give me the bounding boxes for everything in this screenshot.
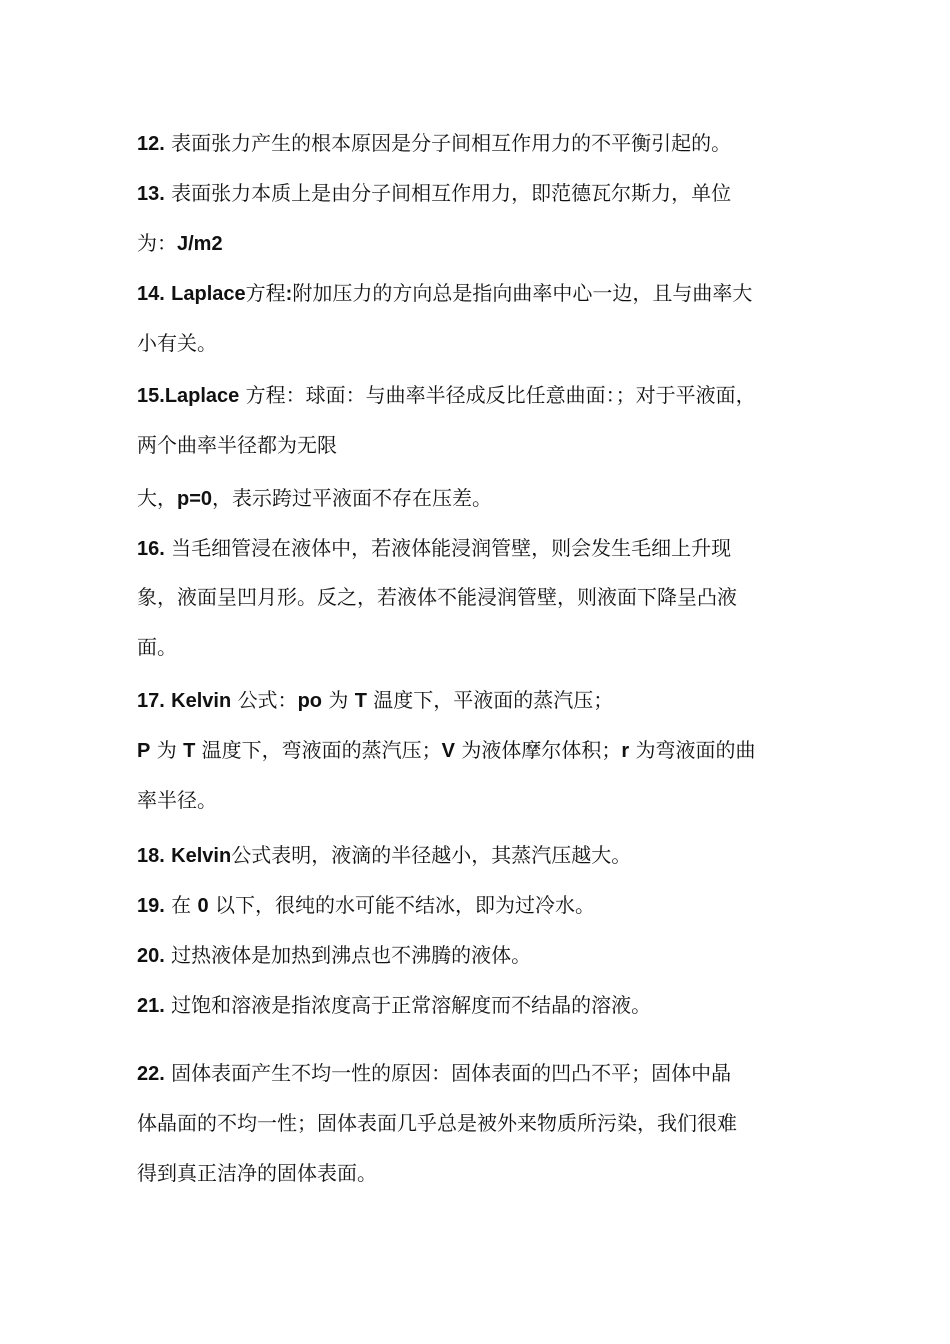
item-text: 为： [137, 231, 177, 255]
item-text: 面。 [137, 635, 177, 659]
item-text: 附加压力的方向总是指向曲率中心一边，且与曲率大 [292, 281, 753, 305]
symbol-v: V [441, 740, 455, 762]
item-19-line-1 [137, 892, 837, 919]
symbol-po: po [297, 690, 322, 712]
item-number: 15. [137, 385, 165, 407]
item-number: 19. [137, 895, 165, 917]
item-number: 20. [137, 945, 165, 967]
item-text: 当毛细管浸在液体中，若液体能浸润管壁，则会发生毛细上升现 [171, 536, 732, 560]
item-22-line-1 [137, 1060, 837, 1087]
item-number: 12. [137, 133, 165, 155]
item-16-line-2 [137, 584, 837, 610]
item-number: 17. [137, 690, 165, 712]
term-laplace: Laplace [164, 385, 240, 407]
item-text: 表面张力产生的根本原因是分子间相互作用力的不平衡引起的。 [171, 131, 732, 155]
symbol-t: T [183, 740, 196, 762]
unit-text: J/m2 [177, 233, 223, 255]
item-number: 14. [137, 283, 165, 305]
item-22-line-3 [137, 1160, 837, 1186]
item-text: 以下，很纯的水可能不结冰，即为过冷水。 [215, 893, 596, 917]
formula-text: p=0 [177, 488, 213, 510]
item-22-line-2 [137, 1110, 837, 1136]
item-text: 为 [328, 688, 349, 712]
item-15-line-3 [137, 485, 837, 512]
item-21-line-1 [137, 992, 837, 1019]
item-number: 16. [137, 538, 165, 560]
item-14-line-1 [137, 280, 837, 307]
item-16-line-3 [137, 634, 837, 660]
item-13-line-2 [137, 230, 837, 257]
item-text: 方程 [245, 281, 286, 305]
item-13-line-1 [137, 180, 837, 207]
item-17-line-1 [137, 687, 837, 714]
item-text: 得到真正洁净的固体表面。 [137, 1161, 377, 1185]
symbol-r: r [621, 740, 630, 762]
item-20-line-1 [137, 942, 837, 969]
number-zero: 0 [197, 895, 209, 917]
item-text: 公式： [237, 688, 298, 712]
item-text: 过热液体是加热到沸点也不沸腾的液体。 [171, 943, 532, 967]
item-15-line-2 [137, 432, 837, 458]
colon: : [285, 283, 293, 305]
item-text: 为弯液面的曲 [635, 738, 756, 762]
item-text: ，表示跨过平液面不存在压差。 [212, 486, 493, 510]
item-17-line-3 [137, 787, 837, 813]
item-16-line-1 [137, 535, 837, 562]
item-text: 大， [137, 486, 177, 510]
item-number: 13. [137, 183, 165, 205]
term-laplace: Laplace [171, 283, 246, 305]
item-number: 22. [137, 1063, 165, 1085]
item-text: 公式表明，液滴的半径越小，其蒸汽压越大。 [231, 843, 632, 867]
item-text: 过饱和溶液是指浓度高于正常溶解度而不结晶的溶液。 [171, 993, 652, 1017]
symbol-p: P [137, 740, 151, 762]
item-15-line-1 [137, 382, 837, 409]
item-text: 温度下，弯液面的蒸汽压； [201, 738, 442, 762]
item-text: 两个曲率半径都为无限 [137, 433, 337, 457]
item-text: 小有关。 [137, 331, 217, 355]
item-17-line-2 [137, 737, 837, 764]
symbol-t: T [354, 690, 367, 712]
item-12-line-1 [137, 130, 837, 157]
item-text: 温度下，平液面的蒸汽压； [373, 688, 614, 712]
item-text: 为液体摩尔体积； [461, 738, 622, 762]
item-18-line-1 [137, 842, 837, 869]
item-text: 为 [156, 738, 177, 762]
item-text: 表面张力本质上是由分子间相互作用力，即范德瓦尔斯力，单位 [171, 181, 732, 205]
item-number: 21. [137, 995, 165, 1017]
item-text: 体晶面的不均一性；固体表面几乎总是被外来物质所污染，我们很难 [137, 1111, 737, 1135]
item-text: 方程：球面：与曲率半径成反比任意曲面：；对于平液面， [245, 383, 756, 407]
item-text: 固体表面产生不均一性的原因：固体表面的凹凸不平；固体中晶 [171, 1061, 732, 1085]
item-text: 在 [171, 893, 192, 917]
term-kelvin: Kelvin [171, 845, 232, 867]
item-number: 18. [137, 845, 165, 867]
item-14-line-2 [137, 330, 837, 356]
item-text: 象，液面呈凹月形。反之，若液体不能浸润管壁，则液面下降呈凸液 [137, 585, 737, 609]
item-text: 率半径。 [137, 788, 217, 812]
term-kelvin: Kelvin [171, 690, 232, 712]
